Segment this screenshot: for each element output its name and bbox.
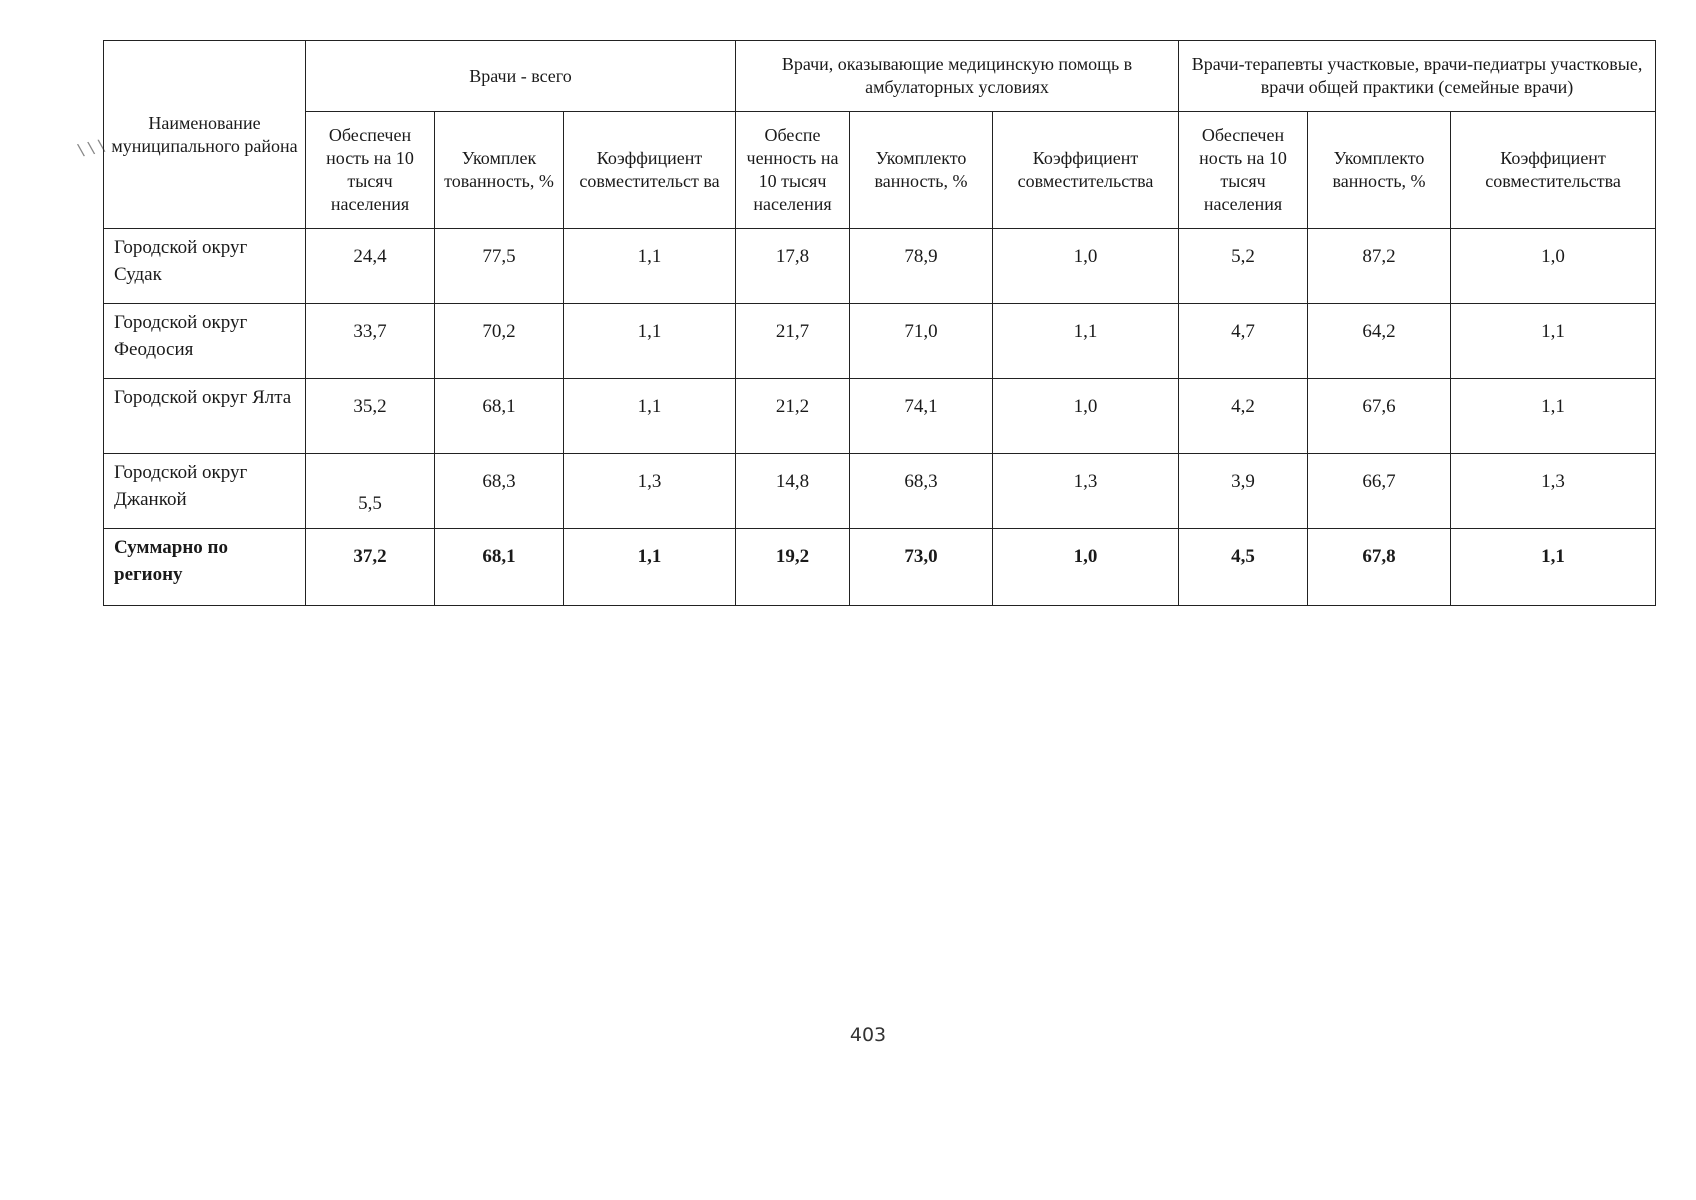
header-g3-staffing: Укомплекто ванность, % bbox=[1308, 112, 1451, 229]
cell-value: 1,1 bbox=[564, 304, 736, 379]
table-row bbox=[104, 454, 1656, 529]
cell-value: 1,3 bbox=[993, 454, 1179, 529]
cell-value: 21,2 bbox=[736, 379, 850, 454]
cell-value: 68,1 bbox=[435, 529, 564, 606]
row-name: Городской округ Феодосия bbox=[104, 304, 306, 379]
cell-value: 1,0 bbox=[993, 529, 1179, 606]
cell-value: 67,8 bbox=[1308, 529, 1451, 606]
cell-value: 78,9 bbox=[850, 229, 993, 304]
header-g3-provision: Обеспечен ность на 10 тысяч населения bbox=[1179, 112, 1308, 229]
cell-value: 1,0 bbox=[1451, 229, 1656, 304]
cell-value: 19,2 bbox=[736, 529, 850, 606]
page-number: 403 bbox=[849, 1024, 887, 1046]
cell-value: 87,2 bbox=[1308, 229, 1451, 304]
cell-value: 1,0 bbox=[993, 229, 1179, 304]
cell-value: 35,2 bbox=[306, 379, 435, 454]
cell-value: 5,2 bbox=[1179, 229, 1308, 304]
table-row bbox=[104, 229, 1656, 304]
cell-value: 37,2 bbox=[306, 529, 435, 606]
cell-value: 77,5 bbox=[435, 229, 564, 304]
cell-value: 68,1 bbox=[435, 379, 564, 454]
header-group-outpatient: Врачи, оказывающие медицинскую помощь в амбулаторных условиях bbox=[736, 41, 1179, 112]
cell-value: 1,0 bbox=[993, 379, 1179, 454]
header-g1-staffing: Укомплек тованность, % bbox=[435, 112, 564, 229]
row-name: Городской округ Судак bbox=[104, 229, 306, 304]
header-row-metrics bbox=[104, 112, 1656, 229]
header-g1-provision: Обеспечен ность на 10 тысяч населения bbox=[306, 112, 435, 229]
cell-value: 4,2 bbox=[1179, 379, 1308, 454]
cell-value: 24,4 bbox=[306, 229, 435, 304]
cell-value: 73,0 bbox=[850, 529, 993, 606]
cell-value: 1,1 bbox=[564, 379, 736, 454]
header-g3-coefficient: Коэффициент совместительства bbox=[1451, 112, 1656, 229]
cell-value: 4,5 bbox=[1179, 529, 1308, 606]
header-group-district-doctors: Врачи-терапевты участковые, врачи-педиатры участковые, врачи общей практики (семейные врачи) bbox=[1179, 41, 1656, 112]
header-municipality: Наименование муниципального района bbox=[104, 41, 306, 229]
cell-value: 1,3 bbox=[1451, 454, 1656, 529]
header-g2-staffing: Укомплекто ванность, % bbox=[850, 112, 993, 229]
cell-value: 1,1 bbox=[564, 229, 736, 304]
cell-value: 17,8 bbox=[736, 229, 850, 304]
cell-value: 74,1 bbox=[850, 379, 993, 454]
row-name: Суммарно по региону bbox=[104, 529, 306, 606]
row-name: Городской округ Ялта bbox=[104, 379, 306, 454]
table-row bbox=[104, 379, 1656, 454]
cell-value: 1,1 bbox=[1451, 529, 1656, 606]
cell-value: 1,1 bbox=[1451, 304, 1656, 379]
cell-value: 70,2 bbox=[435, 304, 564, 379]
cell-value: 5,5 bbox=[306, 454, 435, 529]
cell-value: 66,7 bbox=[1308, 454, 1451, 529]
cell-value: 67,6 bbox=[1308, 379, 1451, 454]
staffing-table bbox=[103, 40, 1656, 606]
cell-value: 21,7 bbox=[736, 304, 850, 379]
scan-mark: \ \ \ bbox=[76, 135, 107, 160]
row-name: Городской округ Джанкой bbox=[104, 454, 306, 529]
table-row-total bbox=[104, 529, 1656, 606]
cell-value: 1,1 bbox=[564, 529, 736, 606]
cell-value: 1,1 bbox=[993, 304, 1179, 379]
cell-value: 68,3 bbox=[435, 454, 564, 529]
header-row-groups bbox=[104, 41, 1656, 112]
cell-value: 14,8 bbox=[736, 454, 850, 529]
table-row bbox=[104, 304, 1656, 379]
cell-value: 33,7 bbox=[306, 304, 435, 379]
cell-value: 1,3 bbox=[564, 454, 736, 529]
cell-value: 4,7 bbox=[1179, 304, 1308, 379]
cell-value: 3,9 bbox=[1179, 454, 1308, 529]
header-g1-coefficient: Коэффициент совместительст ва bbox=[564, 112, 736, 229]
header-g2-coefficient: Коэффициент совместительства bbox=[993, 112, 1179, 229]
cell-value: 71,0 bbox=[850, 304, 993, 379]
cell-value: 1,1 bbox=[1451, 379, 1656, 454]
cell-value: 64,2 bbox=[1308, 304, 1451, 379]
header-g2-provision: Обеспе ченность на 10 тысяч населения bbox=[736, 112, 850, 229]
cell-value: 68,3 bbox=[850, 454, 993, 529]
header-group-all-doctors: Врачи - всего bbox=[306, 41, 736, 112]
